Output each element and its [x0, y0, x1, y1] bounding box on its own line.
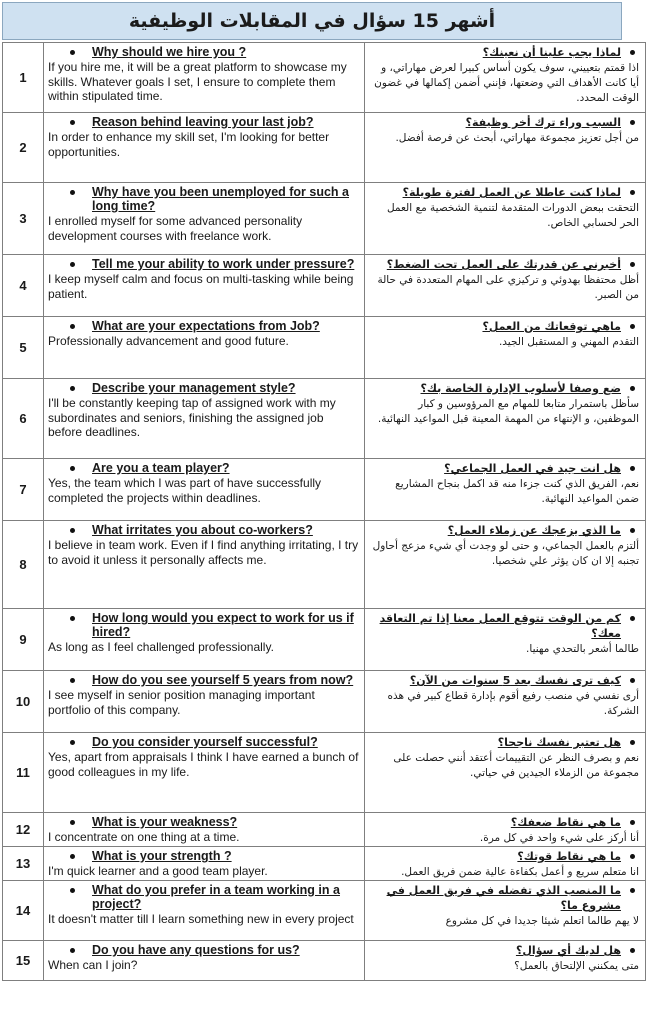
bullet-icon: [70, 120, 75, 125]
bullet-icon: [630, 262, 635, 267]
bullet-icon: [630, 678, 635, 683]
english-question-text: What irritates you about co-workers?: [92, 523, 313, 537]
arabic-cell: [365, 43, 646, 113]
english-answer: I believe in team work. Even if I find anything irritating, I try to avoid it unless it personally affects me.: [48, 538, 359, 567]
row-number: 1: [3, 43, 44, 113]
arabic-cell: [365, 317, 646, 379]
arabic-answer: نعم، الفريق الذي كنت جزءا منه قد اكمل بنجاح المشاريع ضمن المواعيد النهائية.: [395, 478, 639, 505]
row-number: 14: [3, 881, 44, 941]
bullet-icon: [630, 466, 635, 471]
table-row: [3, 671, 646, 733]
english-question-text: What is your weakness?: [92, 815, 238, 829]
arabic-question-text: السبب وراء ترك أخر وظيفة؟: [465, 116, 621, 129]
arabic-cell: [365, 521, 646, 609]
bullet-icon: [70, 740, 75, 745]
arabic-question-text: هل تعتبر نفسك ناجحا؟: [497, 736, 621, 749]
row-number: 12: [3, 813, 44, 847]
english-answer: I'll be constantly keeping tap of assigned work with my subordinates and seniors, finishing the assigned job before deadlines.: [48, 396, 336, 439]
table-row: [3, 43, 646, 113]
bullet-icon: [630, 190, 635, 195]
english-answer: I enrolled myself for some advanced personality development courses with freelance work.: [48, 214, 303, 243]
english-question: [48, 45, 360, 59]
english-cell: [44, 113, 365, 183]
table-row: [3, 317, 646, 379]
english-question-text: What is your strength ?: [92, 849, 232, 863]
arabic-cell: [365, 183, 646, 255]
bullet-icon: [630, 528, 635, 533]
english-question: [48, 673, 360, 687]
table-row: [3, 813, 646, 847]
arabic-question-text: ما هي نقاط قوتك؟: [517, 850, 621, 863]
bullet-icon: [630, 740, 635, 745]
arabic-cell: [365, 671, 646, 733]
english-question: [48, 849, 360, 863]
table-row: [3, 733, 646, 813]
english-question: [48, 185, 360, 213]
bullet-icon: [70, 190, 75, 195]
arabic-question: [371, 735, 639, 750]
row-number: 5: [3, 317, 44, 379]
bullet-icon: [70, 262, 75, 267]
english-question: [48, 319, 360, 333]
english-answer: It doesn't matter till I learn something new in every project: [48, 912, 354, 926]
english-question-text: Why should we hire you ?: [92, 45, 247, 59]
row-number: 10: [3, 671, 44, 733]
bullet-icon: [630, 854, 635, 859]
arabic-question: [371, 523, 639, 538]
bullet-icon: [630, 50, 635, 55]
english-answer: I concentrate on one thing at a time.: [48, 830, 240, 844]
arabic-cell: [365, 813, 646, 847]
english-cell: [44, 43, 365, 113]
english-cell: [44, 379, 365, 459]
english-question: [48, 461, 360, 475]
bullet-icon: [630, 820, 635, 825]
arabic-question: [371, 45, 639, 60]
english-question: [48, 257, 360, 271]
english-cell: [44, 183, 365, 255]
arabic-answer: متى يمكنني الإلتحاق بالعمل؟: [514, 960, 639, 972]
arabic-cell: [365, 255, 646, 317]
english-cell: [44, 317, 365, 379]
arabic-question-text: ضع وصفا لأسلوب الإدارة الخاصة بك؟: [420, 382, 621, 395]
arabic-answer: انا متعلم سريع و أعمل بكفاءة عالية ضمن فريق العمل.: [401, 866, 639, 878]
arabic-question: [371, 883, 639, 913]
english-question: [48, 735, 360, 749]
english-cell: [44, 255, 365, 317]
arabic-question-text: ماهي توقعاتك من العمل؟: [482, 320, 621, 333]
arabic-cell: [365, 881, 646, 941]
row-number: 4: [3, 255, 44, 317]
arabic-cell: [365, 609, 646, 671]
arabic-question-text: هل لديك أي سؤال؟: [515, 944, 621, 957]
arabic-answer: أرى نفسي في منصب رفيع أقوم بإدارة قطاع كبير في هذه الشركة.: [387, 690, 639, 717]
english-question: [48, 115, 360, 129]
row-number: 9: [3, 609, 44, 671]
arabic-answer: أظل محتفظا بهدوئي و تركيزي على المهام المتعددة في حالة من الصبر.: [377, 274, 639, 301]
english-question-text: Why have you been unemployed for such a long time?: [92, 185, 349, 213]
english-question-text: Do you consider yourself successful?: [92, 735, 318, 749]
arabic-question: [371, 673, 639, 688]
table-row: [3, 183, 646, 255]
arabic-question: [371, 815, 639, 830]
english-question-text: What do you prefer in a team working in a project?: [92, 883, 340, 911]
english-answer: When can I join?: [48, 958, 138, 972]
english-question-text: How do you see yourself 5 years from now?: [92, 673, 354, 687]
table-row: [3, 941, 646, 981]
arabic-question: [371, 461, 639, 476]
english-answer: Yes, the team which I was part of have successfully completed the projects within deadlines.: [48, 476, 322, 505]
arabic-question: [371, 185, 639, 200]
bullet-icon: [70, 888, 75, 893]
row-number: 8: [3, 521, 44, 609]
arabic-question: [371, 943, 639, 958]
english-cell: [44, 813, 365, 847]
english-answer: Yes, apart from appraisals I think I have earned a bunch of good colleagues in my life.: [48, 750, 359, 779]
row-number: 11: [3, 733, 44, 813]
english-question: [48, 523, 360, 537]
bullet-icon: [70, 466, 75, 471]
arabic-answer: التقدم المهني و المستقبل الجيد.: [498, 336, 639, 348]
english-answer: Professionally advancement and good future.: [48, 334, 289, 348]
arabic-cell: [365, 941, 646, 981]
table-row: [3, 847, 646, 881]
table-row: [3, 459, 646, 521]
arabic-question-text: ما المنصب الذي تفضله في فريق العمل في مشروع ما؟: [386, 884, 621, 912]
arabic-question: [371, 257, 639, 272]
bullet-icon: [630, 120, 635, 125]
english-cell: [44, 521, 365, 609]
arabic-answer: من أجل تعزيز مجموعة مهاراتي، أبحث عن فرصة أفضل.: [395, 132, 639, 144]
arabic-question-text: ما الذي يزعجك عن زملاء العمل؟: [447, 524, 621, 537]
english-question-text: Reason behind leaving your last job?: [92, 115, 314, 129]
bullet-icon: [70, 324, 75, 329]
bullet-icon: [70, 948, 75, 953]
row-number: 13: [3, 847, 44, 881]
english-cell: [44, 671, 365, 733]
english-question-text: How long would you expect to work for us if hired?: [92, 611, 354, 639]
arabic-question-text: كم من الوقت تتوقع العمل معنا إذا تم التعاقد معك؟: [379, 612, 621, 640]
bullet-icon: [630, 948, 635, 953]
bullet-icon: [630, 386, 635, 391]
bullet-icon: [70, 50, 75, 55]
row-number: 3: [3, 183, 44, 255]
english-question-text: Are you a team player?: [92, 461, 230, 475]
bullet-icon: [70, 854, 75, 859]
english-cell: [44, 941, 365, 981]
arabic-question-text: ما هي نقاط ضعفك؟: [510, 816, 621, 829]
arabic-answer: طالما أشعر بالتحدي مهنيا.: [526, 643, 639, 655]
english-cell: [44, 609, 365, 671]
bullet-icon: [630, 616, 635, 621]
table-row: [3, 113, 646, 183]
english-question: [48, 611, 360, 639]
english-answer: In order to enhance my skill set, I'm looking for better opportunities.: [48, 130, 330, 159]
english-answer: I'm quick learner and a good team player.: [48, 864, 268, 878]
english-answer: I see myself in senior position managing important portfolio of this company.: [48, 688, 315, 717]
table-row: [3, 881, 646, 941]
table-row: [3, 379, 646, 459]
arabic-question-text: كيف ترى نفسك بعد 5 سنوات من الآن؟: [409, 674, 621, 687]
row-number: 2: [3, 113, 44, 183]
english-question: [48, 883, 360, 911]
english-cell: [44, 847, 365, 881]
arabic-question: [371, 115, 639, 130]
arabic-answer: ألتزم بالعمل الجماعي، و حتى لو وجدت أي شيء مزعج أحاول تجنبه إلا ان كان يؤثر علي شخصيا.: [372, 540, 639, 567]
arabic-answer: أنا أركز على شيء واحد في كل مرة.: [479, 832, 639, 844]
row-number: 15: [3, 941, 44, 981]
arabic-question-text: أخبرني عن قدرتك على العمل تحت الضغط؟: [386, 258, 621, 271]
bullet-icon: [70, 386, 75, 391]
arabic-question: [371, 611, 639, 641]
english-question-text: What are your expectations from Job?: [92, 319, 320, 333]
table-row: [3, 255, 646, 317]
arabic-cell: [365, 379, 646, 459]
table-row: [3, 521, 646, 609]
english-question: [48, 381, 360, 395]
arabic-answer: سأظل باستمرار متابعا للمهام مع المرؤوسين و كبار الموظفين، و الإنتهاء من المهمة المعينة قبل المواعيد النهائية.: [377, 398, 639, 425]
bullet-icon: [70, 820, 75, 825]
row-number: 6: [3, 379, 44, 459]
row-number: 7: [3, 459, 44, 521]
arabic-cell: [365, 113, 646, 183]
english-question: [48, 943, 360, 957]
arabic-cell: [365, 847, 646, 881]
english-cell: [44, 459, 365, 521]
english-question-text: Tell me your ability to work under pressure?: [92, 257, 355, 271]
bullet-icon: [70, 528, 75, 533]
arabic-answer: نعم و بصرف النظر عن التقييمات أعتقد أنني حصلت على مجموعة من الزملاء الجيدين في حياتي.: [393, 752, 639, 779]
bullet-icon: [70, 616, 75, 621]
english-question-text: Do you have any questions for us?: [92, 943, 300, 957]
english-question-text: Describe your management style?: [92, 381, 296, 395]
arabic-question: [371, 319, 639, 334]
arabic-question: [371, 381, 639, 396]
english-cell: [44, 733, 365, 813]
english-answer: If you hire me, it will be a great platform to showcase my skills. Whatever goals I set, I ensure to complete them within stipulated time.: [48, 60, 347, 103]
table-row: [3, 609, 646, 671]
arabic-answer: اذا قمتم بتعييني، سوف يكون أساس كبيرا لعرض مهاراتي، و أيا كانت الأهداف التي وضعتها، فإنني أضمن إكمالها في غضون الوقت المحدد.: [374, 62, 639, 104]
arabic-question-text: لماذا يجب علينا أن نعينك؟: [482, 46, 621, 59]
english-cell: [44, 881, 365, 941]
english-question: [48, 815, 360, 829]
arabic-answer: لا يهم طالما اتعلم شيئا جديدا في كل مشروع: [445, 915, 639, 927]
arabic-question: [371, 849, 639, 864]
arabic-cell: [365, 733, 646, 813]
page-title: أشهر 15 سؤال في المقابلات الوظيفية: [2, 2, 622, 40]
arabic-question-text: هل انت جيد في العمل الجماعي؟: [444, 462, 621, 475]
bullet-icon: [630, 888, 635, 893]
english-answer: As long as I feel challenged professionally.: [48, 640, 274, 654]
arabic-answer: التحقت ببعض الدورات المتقدمة لتنمية الشخصية مع العمل الحر لحسابي الخاص.: [386, 202, 639, 229]
arabic-cell: [365, 459, 646, 521]
qa-table: [2, 42, 646, 981]
bullet-icon: [630, 324, 635, 329]
arabic-question-text: لماذا كنت عاطلا عن العمل لفترة طويلة؟: [402, 186, 621, 199]
bullet-icon: [70, 678, 75, 683]
english-answer: I keep myself calm and focus on multi-tasking while being patient.: [48, 272, 354, 301]
